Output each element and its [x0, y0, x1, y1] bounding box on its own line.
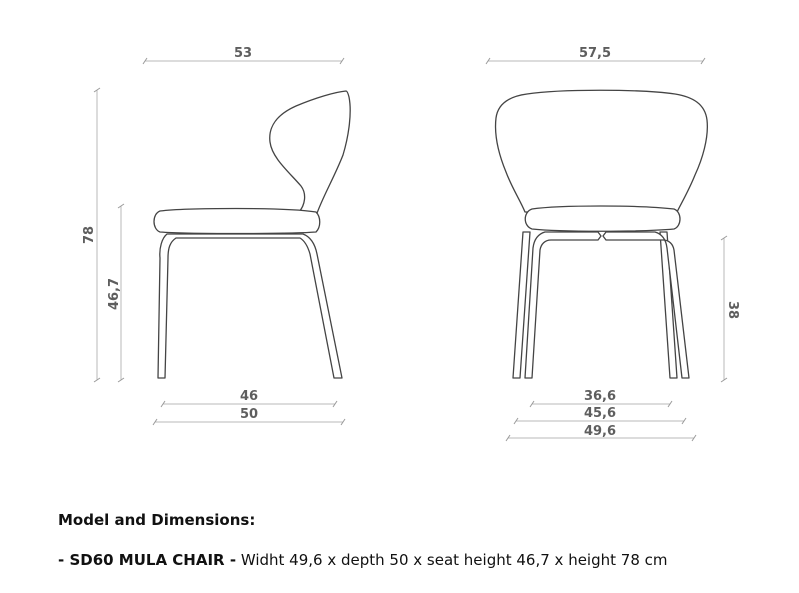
front-mid-width-label: 45,6 [583, 406, 617, 421]
front-view-chair [486, 46, 740, 441]
side-width-label: 53 [233, 46, 253, 61]
side-chair-legs [158, 234, 342, 378]
side-view-chair [82, 46, 350, 425]
front-chair-seat [525, 206, 680, 231]
front-inner-width-label: 36,6 [583, 389, 617, 404]
side-total-height-label: 78 [82, 225, 97, 245]
side-seat-height-label: 46,7 [107, 277, 122, 311]
front-outer-width-label: 49,6 [583, 424, 617, 439]
side-chair-backrest [270, 91, 350, 216]
caption-description [58, 551, 668, 569]
front-width-label: 57,5 [578, 46, 612, 61]
front-chair-backrest [496, 90, 708, 212]
model-name: - SD60 MULA CHAIR - [58, 551, 237, 569]
model-dimensions-text: Widht 49,6 x depth 50 x seat height 46,7 x height 78 cm [240, 551, 668, 569]
caption-heading: Model and Dimensions: [58, 511, 256, 529]
front-leg-height-label: 38 [725, 300, 740, 320]
side-total-depth-label: 50 [239, 407, 259, 422]
side-seat-depth-label: 46 [239, 389, 259, 404]
side-chair-seat [154, 209, 320, 234]
